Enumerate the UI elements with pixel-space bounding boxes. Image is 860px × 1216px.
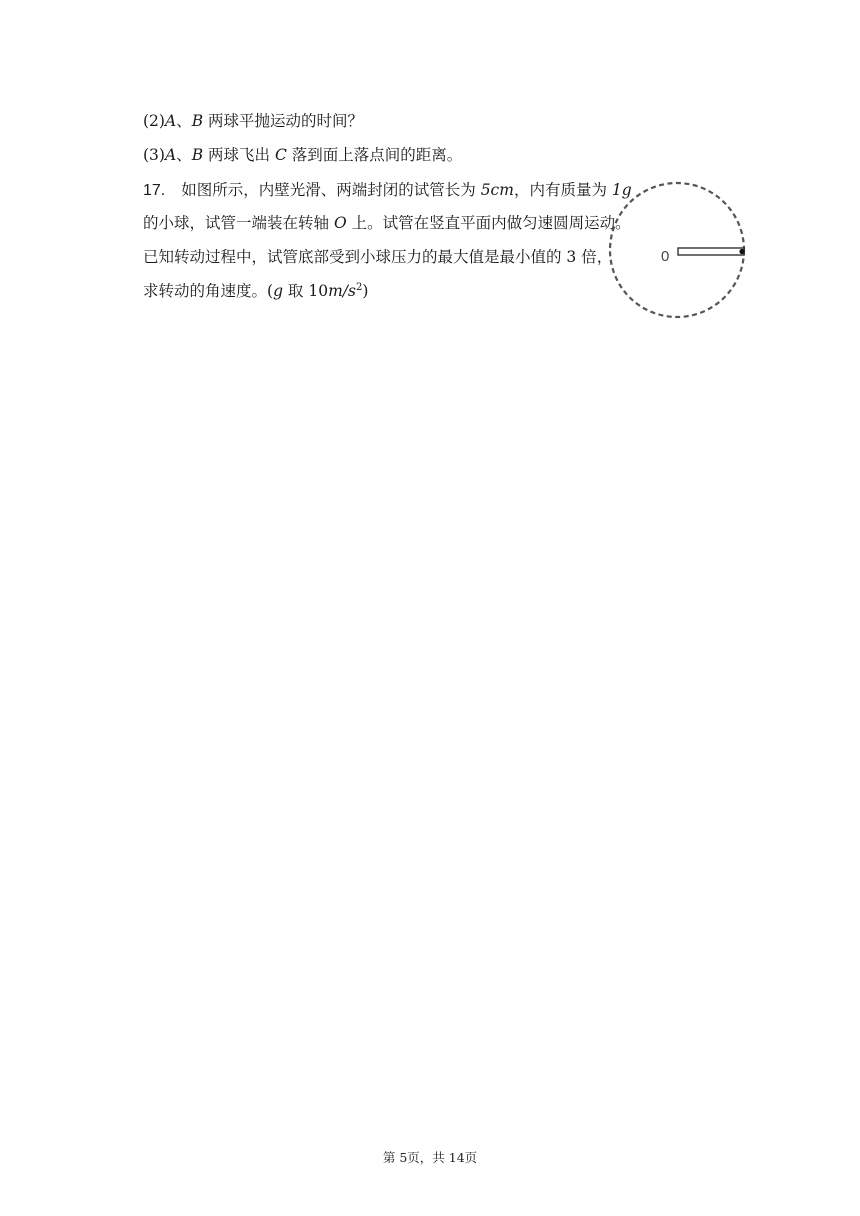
part-number: (2)	[143, 112, 165, 130]
problem-number: 17.	[143, 182, 166, 199]
var-a: A	[164, 112, 177, 130]
text: 求转动的角速度。(	[143, 282, 274, 300]
tube-length: 5cm	[480, 181, 514, 199]
text: 已知转动过程中，试管底部受到小球压力的最大值是最小值的 3 倍，	[143, 248, 613, 266]
var-c: C	[274, 146, 287, 164]
var-a: A	[164, 146, 177, 164]
problem-17-line-4	[143, 280, 368, 302]
ball	[739, 249, 744, 254]
problem-17-line-1	[143, 179, 632, 202]
rotating-tube-figure	[605, 178, 755, 324]
gravity-value: 10	[308, 282, 329, 300]
text: 上。试管在竖直平面内做匀速圆周运动。	[346, 214, 631, 232]
page-footer: 第 5页，共 14页	[382, 1150, 478, 1165]
question-part-2	[143, 110, 363, 132]
problem-17-line-3	[143, 246, 612, 268]
text: ，内有质量为	[513, 181, 612, 199]
part-text: 落到面上落点间的距离。	[286, 146, 463, 164]
part-text: 两球平抛运动的时间？	[203, 112, 364, 130]
axis-symbol: O	[333, 214, 347, 232]
part-text: 两球飞出	[203, 146, 275, 164]
text: 取	[283, 282, 309, 300]
separator: 、	[176, 112, 192, 130]
axis-label: 0	[661, 248, 670, 265]
exponent: 2	[355, 282, 363, 293]
text: 如图所示，内壁光滑、两端封闭的试管长为	[181, 181, 481, 199]
var-b: B	[191, 146, 204, 164]
var-b: B	[191, 112, 204, 130]
gravity-symbol: g	[273, 282, 283, 300]
problem-17-line-2	[143, 212, 631, 234]
text: 的小球，试管一端装在转轴	[143, 214, 334, 232]
question-part-3	[143, 144, 462, 166]
gravity-unit: m/s	[328, 282, 356, 300]
ball-mass: 1g	[611, 181, 632, 199]
text: )	[362, 282, 369, 300]
part-number: (3)	[143, 146, 165, 164]
separator: 、	[176, 146, 192, 164]
test-tube	[678, 248, 744, 255]
